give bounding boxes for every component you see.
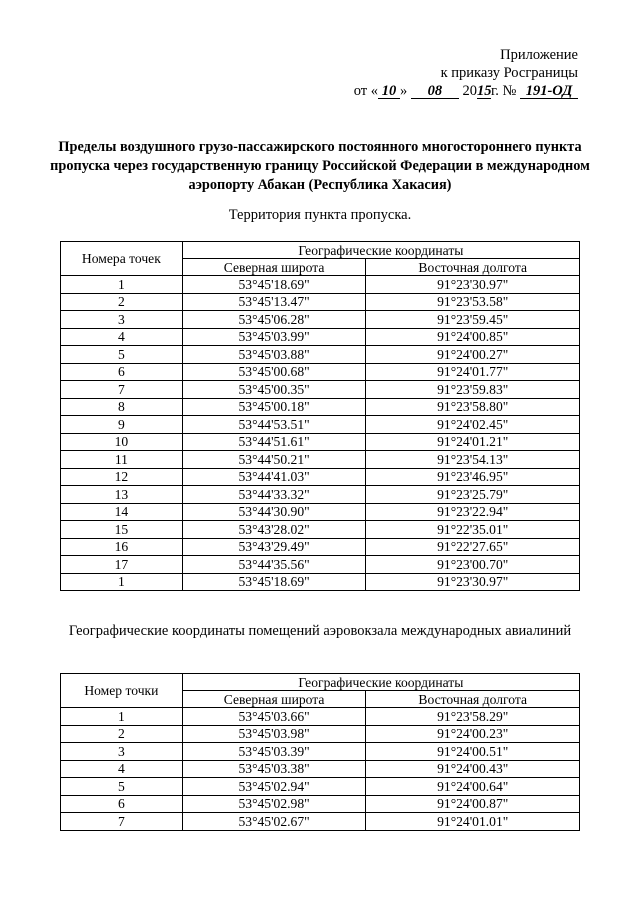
table-row bbox=[61, 363, 580, 381]
cell-latitude: 53°45'13.47" bbox=[182, 293, 366, 311]
document-title: Пределы воздушного грузо-пассажирского постоянного многостороннего пункта пропуска через государственную границу Российской Федерации в международном аэропорту Абакан (Республика Хакасия) bbox=[50, 139, 590, 193]
cell-latitude: 53°45'00.35" bbox=[182, 381, 366, 399]
cell-point-number: 3 bbox=[61, 743, 183, 761]
cell-longitude: 91°23'59.83" bbox=[366, 381, 580, 399]
cell-point-number: 14 bbox=[61, 503, 183, 521]
table-row bbox=[61, 725, 580, 743]
cell-point-number: 10 bbox=[61, 433, 183, 451]
table-row bbox=[61, 276, 580, 294]
section1-subtitle: Территория пункта пропуска. bbox=[228, 207, 412, 223]
number-label: г. № bbox=[490, 83, 517, 99]
table-row bbox=[61, 311, 580, 329]
header-coordinates: Географические координаты bbox=[182, 674, 579, 691]
cell-point-number: 16 bbox=[61, 538, 183, 556]
cell-latitude: 53°44'30.90" bbox=[182, 503, 366, 521]
cell-longitude: 91°22'35.01" bbox=[366, 521, 580, 539]
header-longitude: Восточная долгота bbox=[366, 691, 580, 708]
appendix-order-ref: к приказу Росграницы bbox=[440, 65, 578, 81]
cell-longitude: 91°24'01.21" bbox=[366, 433, 580, 451]
cell-longitude: 91°23'59.45" bbox=[366, 311, 580, 329]
cell-longitude: 91°24'02.45" bbox=[366, 416, 580, 434]
cell-point-number: 3 bbox=[61, 311, 183, 329]
cell-longitude: 91°24'00.85" bbox=[366, 328, 580, 346]
cell-point-number: 7 bbox=[61, 381, 183, 399]
table-row bbox=[61, 346, 580, 364]
cell-latitude: 53°45'06.28" bbox=[182, 311, 366, 329]
table-row bbox=[61, 813, 580, 831]
table-row bbox=[61, 538, 580, 556]
cell-point-number: 17 bbox=[61, 556, 183, 574]
table-row bbox=[61, 795, 580, 813]
checkpoint-territory-table bbox=[60, 241, 580, 591]
terminal-coordinates-table bbox=[60, 673, 580, 831]
table-row bbox=[61, 398, 580, 416]
header-coordinates: Географические координаты bbox=[182, 242, 579, 259]
table-row bbox=[61, 433, 580, 451]
appendix-title: Приложение bbox=[500, 47, 578, 63]
cell-latitude: 53°45'03.98" bbox=[182, 725, 366, 743]
cell-point-number: 11 bbox=[61, 451, 183, 469]
table-row bbox=[61, 468, 580, 486]
cell-latitude: 53°44'50.21" bbox=[182, 451, 366, 469]
table-row bbox=[61, 293, 580, 311]
cell-point-number: 6 bbox=[61, 363, 183, 381]
cell-longitude: 91°23'25.79" bbox=[366, 486, 580, 504]
cell-longitude: 91°23'54.13" bbox=[366, 451, 580, 469]
cell-latitude: 53°45'03.39" bbox=[182, 743, 366, 761]
year-prefix: 20 bbox=[462, 83, 477, 99]
cell-longitude: 91°23'58.29" bbox=[366, 708, 580, 726]
header-longitude: Восточная долгота bbox=[366, 259, 580, 276]
cell-longitude: 91°23'58.80" bbox=[366, 398, 580, 416]
table-row bbox=[61, 381, 580, 399]
cell-longitude: 91°23'46.95" bbox=[366, 468, 580, 486]
cell-longitude: 91°23'30.97" bbox=[366, 276, 580, 294]
table-body bbox=[61, 708, 580, 831]
cell-longitude: 91°24'00.43" bbox=[366, 760, 580, 778]
cell-longitude: 91°24'00.23" bbox=[366, 725, 580, 743]
cell-latitude: 53°44'41.03" bbox=[182, 468, 366, 486]
cell-latitude: 53°45'02.67" bbox=[182, 813, 366, 831]
cell-latitude: 53°45'03.88" bbox=[182, 346, 366, 364]
cell-point-number: 15 bbox=[61, 521, 183, 539]
cell-point-number: 2 bbox=[61, 293, 183, 311]
cell-point-number: 1 bbox=[61, 708, 183, 726]
table-row bbox=[61, 486, 580, 504]
cell-latitude: 53°44'51.61" bbox=[182, 433, 366, 451]
table-row bbox=[61, 760, 580, 778]
cell-latitude: 53°45'03.38" bbox=[182, 760, 366, 778]
cell-point-number: 1 bbox=[61, 573, 183, 591]
table-row bbox=[61, 503, 580, 521]
cell-point-number: 8 bbox=[61, 398, 183, 416]
table-row bbox=[61, 778, 580, 796]
cell-latitude: 53°45'00.18" bbox=[182, 398, 366, 416]
cell-longitude: 91°23'00.70" bbox=[366, 556, 580, 574]
cell-latitude: 53°45'18.69" bbox=[182, 573, 366, 591]
date-prefix: от « bbox=[353, 83, 378, 99]
table-row bbox=[61, 521, 580, 539]
cell-latitude: 53°44'53.51" bbox=[182, 416, 366, 434]
cell-latitude: 53°45'18.69" bbox=[182, 276, 366, 294]
table-row bbox=[61, 451, 580, 469]
header-latitude: Северная широта bbox=[182, 691, 366, 708]
cell-point-number: 6 bbox=[61, 795, 183, 813]
cell-latitude: 53°45'02.94" bbox=[182, 778, 366, 796]
cell-point-number: 9 bbox=[61, 416, 183, 434]
header-point-number: Номера точек bbox=[61, 242, 183, 276]
date-mid: » bbox=[399, 83, 408, 99]
cell-longitude: 91°23'53.58" bbox=[366, 293, 580, 311]
cell-point-number: 7 bbox=[61, 813, 183, 831]
appendix-block bbox=[354, 46, 578, 100]
cell-latitude: 53°45'03.99" bbox=[182, 328, 366, 346]
cell-longitude: 91°23'22.94" bbox=[366, 503, 580, 521]
cell-longitude: 91°24'01.77" bbox=[366, 363, 580, 381]
cell-longitude: 91°24'00.87" bbox=[366, 795, 580, 813]
cell-longitude: 91°24'01.01" bbox=[366, 813, 580, 831]
cell-latitude: 53°45'00.68" bbox=[182, 363, 366, 381]
table-row bbox=[61, 556, 580, 574]
cell-longitude: 91°24'00.51" bbox=[366, 743, 580, 761]
cell-longitude: 91°24'00.64" bbox=[366, 778, 580, 796]
cell-longitude: 91°24'00.27" bbox=[366, 346, 580, 364]
cell-point-number: 5 bbox=[61, 778, 183, 796]
cell-point-number: 13 bbox=[61, 486, 183, 504]
cell-latitude: 53°43'28.02" bbox=[182, 521, 366, 539]
table-row bbox=[61, 743, 580, 761]
table-body bbox=[61, 276, 580, 591]
cell-longitude: 91°22'27.65" bbox=[366, 538, 580, 556]
cell-latitude: 53°44'33.32" bbox=[182, 486, 366, 504]
table-row bbox=[61, 416, 580, 434]
cell-latitude: 53°45'02.98" bbox=[182, 795, 366, 813]
cell-point-number: 4 bbox=[61, 760, 183, 778]
date-day: 10 bbox=[378, 84, 400, 99]
cell-point-number: 5 bbox=[61, 346, 183, 364]
table-row bbox=[61, 328, 580, 346]
section2-caption: Географические координаты помещений аэровокзала международных авиалиний bbox=[68, 623, 572, 639]
date-year: 15 bbox=[476, 83, 492, 99]
cell-point-number: 12 bbox=[61, 468, 183, 486]
cell-latitude: 53°45'03.66" bbox=[182, 708, 366, 726]
cell-latitude: 53°43'29.49" bbox=[182, 538, 366, 556]
cell-point-number: 2 bbox=[61, 725, 183, 743]
table-row bbox=[61, 573, 580, 591]
cell-point-number: 1 bbox=[61, 276, 183, 294]
table-row bbox=[61, 708, 580, 726]
cell-longitude: 91°23'30.97" bbox=[366, 573, 580, 591]
header-latitude: Северная широта bbox=[182, 259, 366, 276]
cell-latitude: 53°44'35.56" bbox=[182, 556, 366, 574]
appendix-date-line bbox=[354, 82, 578, 100]
order-number: 191-ОД bbox=[520, 84, 578, 99]
date-month: 08 bbox=[411, 84, 459, 99]
header-point-number: Номер точки bbox=[61, 674, 183, 708]
cell-point-number: 4 bbox=[61, 328, 183, 346]
